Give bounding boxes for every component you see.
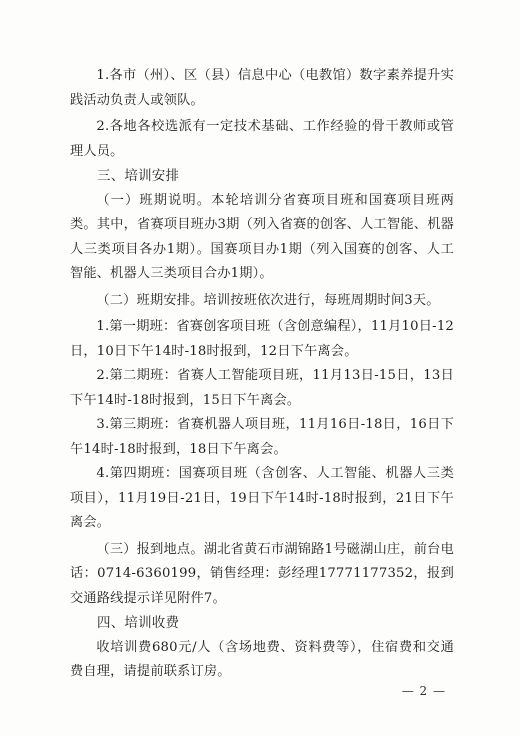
paragraph-session-1: 1.第一期班：省赛创客项目班（含创意编程），11月10日-12日，10日下午14时-18时报到，12日下午离会。 [70, 319, 454, 359]
paragraph-participants-2: 2.各地各校选派有一定技术基础、工作经验的骨干教师或管理人员。 [70, 119, 454, 159]
document-body [70, 64, 454, 685]
paragraph-venue: （三）报到地点。湖北省黄石市湖锦路1号磁湖山庄，前台电话：0714-6360199，销售经理：彭经理17771177352，报到交通路线提示详见附件7。 [70, 541, 454, 606]
paragraph-participants-1: 1.各市（州）、区（县）信息中心（电教馆）数字素养提升实践活动负责人或领队。 [70, 68, 454, 108]
paragraph-class-schedule: （二）班期安排。培训按班依次进行，每班周期时间3天。 [96, 292, 440, 308]
paragraph-session-4: 4.第四期班：国赛项目班（含创客、人工智能、机器人三类项目），11月19日-21日，19日下午14时-18时报到，21日下午离会。 [70, 466, 454, 530]
paragraph-session-2: 2.第二期班：省赛人工智能项目班，11月13日-15日，13日下午14时-18时报到，15日下午离会。 [70, 368, 454, 408]
paragraph-fees: 收培训费680元/人（含场地费、资料费等），住宿费和交通费自理，请提前联系订房。 [70, 639, 454, 679]
section-heading-training-arrangement: 三、培训安排 [97, 168, 180, 184]
paragraph-class-description: （一）班期说明。本轮培训分省赛项目班和国赛项目班两类。其中，省赛项目班办3期（列入省赛的创客、人工智能、机器人三类项目各办1期）。国赛项目办1期（列入国赛的创客、人工智能、机器人三类项目合办1期）。 [70, 192, 454, 281]
section-heading-training-fees: 四、培训收费 [97, 615, 180, 631]
paragraph-session-3: 3.第三期班：省赛机器人项目班，11月16日-18日，16日下午14时-18时报到，18日下午离会。 [70, 417, 454, 457]
page-number: — 2 — [401, 684, 446, 698]
